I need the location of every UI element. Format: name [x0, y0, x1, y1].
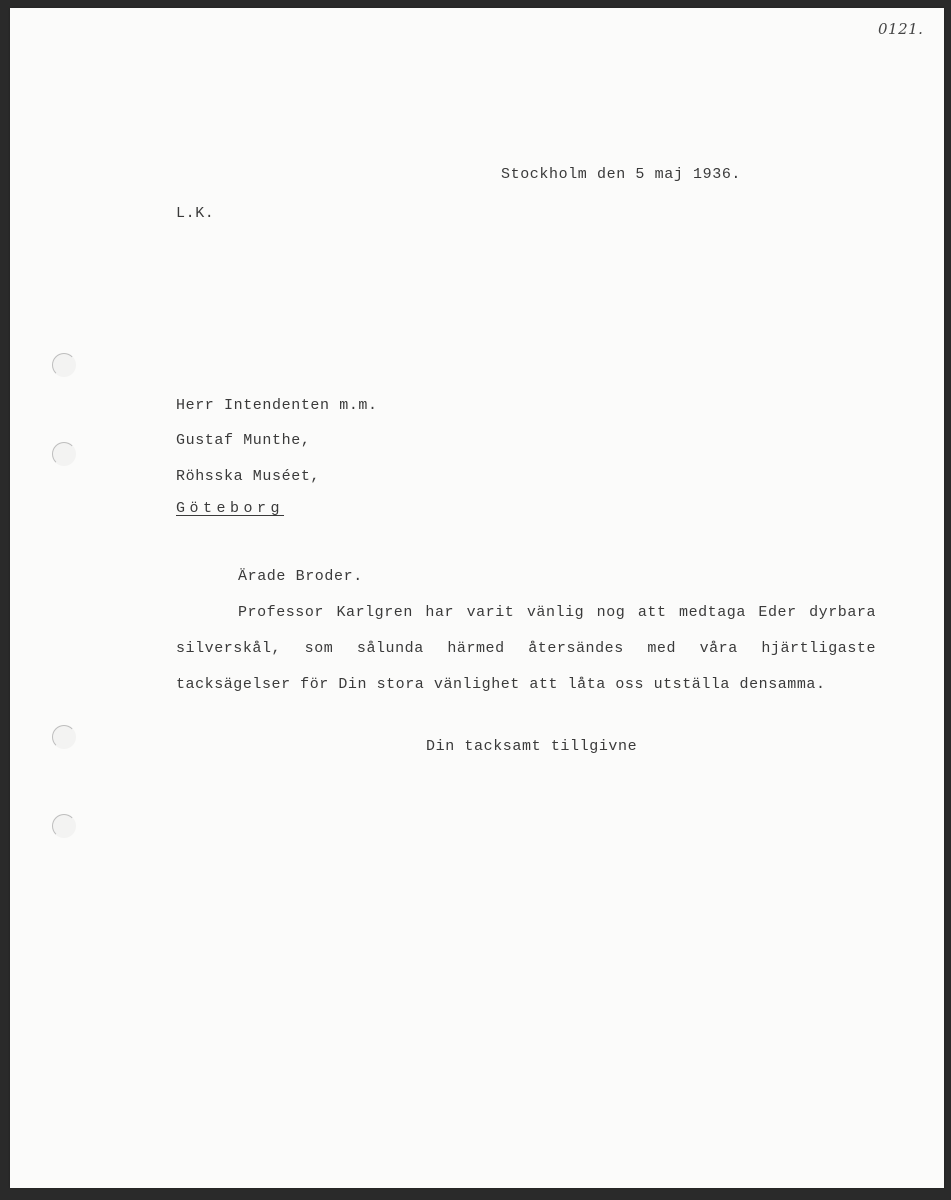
- letter-page: [10, 8, 944, 1188]
- punch-hole: [52, 353, 76, 377]
- archive-number: 0121.: [878, 20, 924, 38]
- recipient-institution: Röhsska Muséet,: [176, 468, 321, 485]
- letter-body: Professor Karlgren har varit vänlig nog att medtaga Eder dyrbara silverskål, som sålunda härmed återsändes med våra hjärtligaste tacksägelser för Din stora vänlighet att låta oss utställa densamma.: [176, 604, 876, 693]
- recipient-name: Gustaf Munthe,: [176, 432, 311, 449]
- sender-initials: L.K.: [176, 205, 215, 222]
- punch-hole: [52, 442, 76, 466]
- recipient-city: Göteborg: [176, 500, 285, 517]
- closing: Din tacksamt tillgivne: [426, 738, 638, 755]
- punch-hole: [52, 725, 76, 749]
- punch-hole: [52, 814, 76, 838]
- salutation: Ärade Broder.: [238, 568, 363, 585]
- place-date: Stockholm den 5 maj 1936.: [501, 166, 742, 183]
- recipient-title: Herr Intendenten m.m.: [176, 397, 378, 414]
